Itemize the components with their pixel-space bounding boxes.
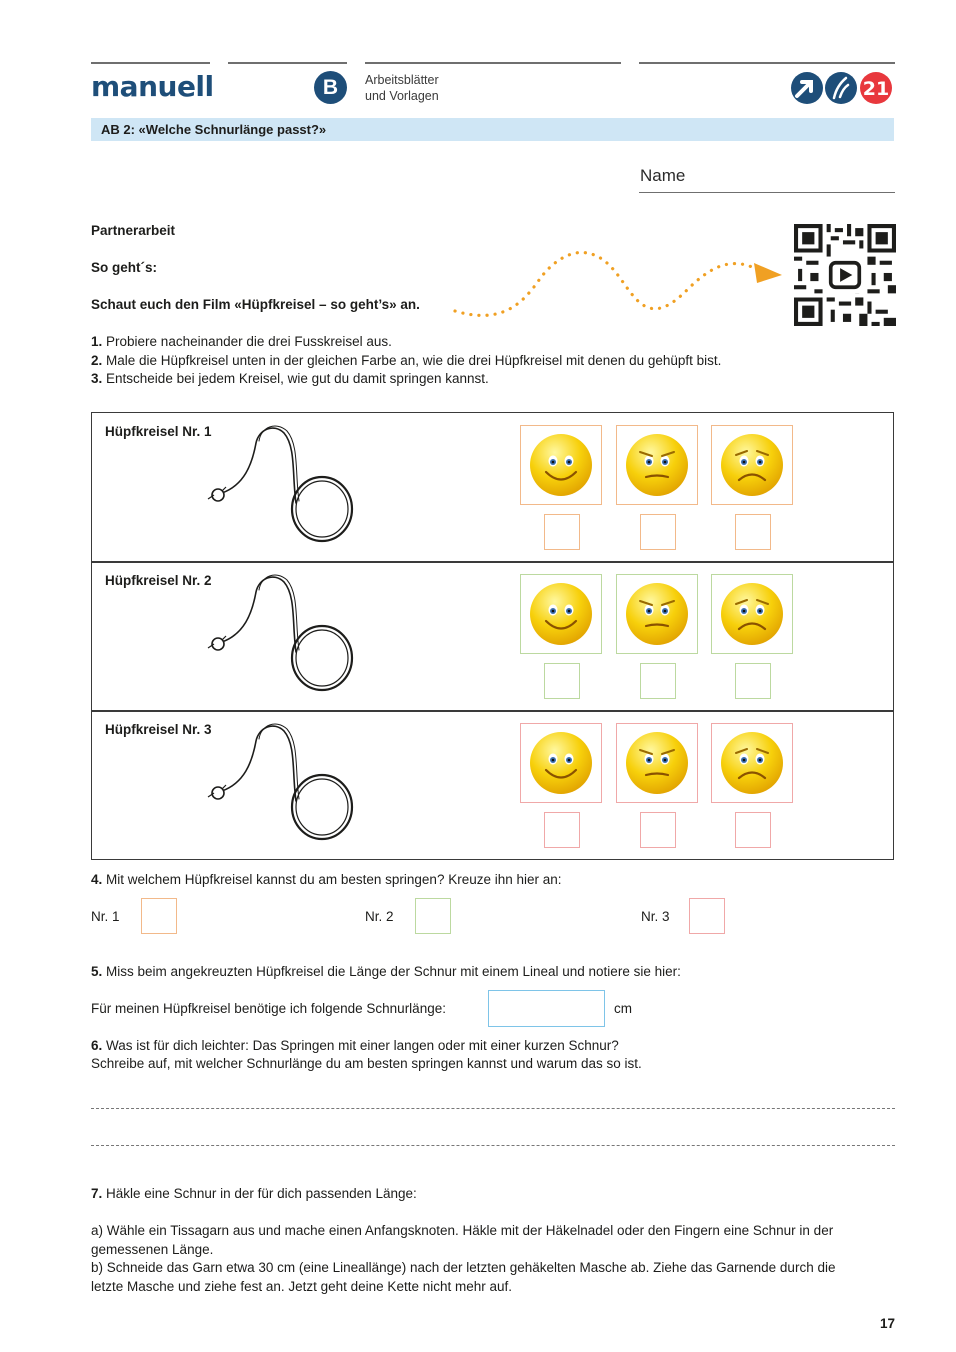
row-label-1: Hüpfkreisel Nr. 1 xyxy=(105,424,212,439)
how-to-heading: So geht´s: xyxy=(91,260,157,275)
length-unit: cm xyxy=(614,1001,632,1016)
rope-illustration-3 xyxy=(204,723,364,848)
hand-icon xyxy=(825,72,857,104)
rope-illustration-2 xyxy=(204,574,364,699)
rating-checkbox-sad[interactable] xyxy=(735,663,771,699)
header-rule xyxy=(365,62,621,64)
task-4: 4. Mit welchem Hüpfkreisel kannst du am besten springen? Kreuze ihn hier an: xyxy=(91,872,562,887)
header-rule xyxy=(639,62,895,64)
section-badge: B xyxy=(314,71,347,104)
sad-face-icon xyxy=(711,574,793,654)
choice-checkbox-1[interactable] xyxy=(141,898,177,934)
dotted-arrow-icon xyxy=(452,245,787,320)
task-7a-line1: a) Wähle ein Tissagarn aus und mache einen Anfangsknoten. Häkle mit der Häkelnadel oder den Fingern eine Schnur in der xyxy=(91,1223,834,1238)
task-7b-line2: letzte Masche und ziehe fest an. Jetzt geht deine Kette nicht mehr auf. xyxy=(91,1279,512,1294)
choice-label-3: Nr. 3 xyxy=(641,909,670,924)
task-6: 6. Was ist für dich leichter: Das Springen mit einer langen oder mit einer kurzen Schnur? xyxy=(91,1038,619,1053)
row-divider xyxy=(92,710,893,712)
task-7b-line1: b) Schneide das Garn etwa 30 cm (eine Lineallänge) nach der letzten gehäkelten Masche ab. Ziehe das Garnende durch die xyxy=(91,1260,836,1275)
task-7: 7. Häkle eine Schnur in der für dich passenden Länge: xyxy=(91,1186,417,1201)
rating-checkbox-neutral[interactable] xyxy=(640,812,676,848)
neutral-face-icon xyxy=(616,723,698,803)
row-label-3: Hüpfkreisel Nr. 3 xyxy=(105,722,212,737)
rating-checkbox-happy[interactable] xyxy=(544,663,580,699)
rating-table xyxy=(91,412,894,860)
row-divider xyxy=(92,561,893,563)
name-label: Name xyxy=(640,166,686,185)
task-7a-line2: gemessenen Länge. xyxy=(91,1242,214,1257)
work-mode: Partnerarbeit xyxy=(91,223,176,238)
rating-checkbox-happy[interactable] xyxy=(544,812,580,848)
neutral-face-icon xyxy=(616,574,698,654)
svg-text:21: 21 xyxy=(862,78,890,100)
length-input[interactable] xyxy=(488,990,605,1027)
twenty-one-badge-icon xyxy=(860,72,892,104)
header-rule xyxy=(91,62,210,64)
task-2: 2. Male die Hüpfkreisel unten in der gleichen Farbe an, wie die drei Hüpfkreisel mit denen du gehüpft bist. xyxy=(91,353,722,368)
choice-label-2: Nr. 2 xyxy=(365,909,394,924)
answer-line[interactable] xyxy=(91,1145,895,1146)
rating-checkbox-sad[interactable] xyxy=(735,812,771,848)
header-rule xyxy=(228,62,347,64)
task-1: 1. Probiere nacheinander die drei Fusskreisel aus. xyxy=(91,334,392,349)
title-bar xyxy=(91,118,894,141)
happy-face-icon xyxy=(520,425,602,505)
arrow-icon xyxy=(791,72,823,104)
row-label-2: Hüpfkreisel Nr. 2 xyxy=(105,573,212,588)
task-5: 5. Miss beim angekreuzten Hüpfkreisel die Länge der Schnur mit einem Lineal und notiere sie hier: xyxy=(91,964,681,979)
header-subtitle: Arbeitsblätter und Vorlagen xyxy=(365,73,439,103)
happy-face-icon xyxy=(520,723,602,803)
rope-illustration-1 xyxy=(204,425,364,550)
film-instruction: Schaut euch den Film «Hüpfkreisel – so geht’s» an. xyxy=(91,297,420,312)
choice-checkbox-3[interactable] xyxy=(689,898,725,934)
happy-face-icon xyxy=(520,574,602,654)
answer-line[interactable] xyxy=(91,1108,895,1109)
page-number: 17 xyxy=(879,1316,895,1331)
length-sentence: Für meinen Hüpfkreisel benötige ich folgende Schnurlänge: xyxy=(91,1001,446,1016)
rating-checkbox-neutral[interactable] xyxy=(640,663,676,699)
choice-label-1: Nr. 1 xyxy=(91,909,120,924)
rating-checkbox-neutral[interactable] xyxy=(640,514,676,550)
name-field[interactable] xyxy=(639,192,895,193)
qr-code[interactable] xyxy=(794,224,896,326)
sad-face-icon xyxy=(711,723,793,803)
neutral-face-icon xyxy=(616,425,698,505)
rating-checkbox-happy[interactable] xyxy=(544,514,580,550)
competence-icons xyxy=(790,71,896,105)
choice-checkbox-2[interactable] xyxy=(415,898,451,934)
task-6-line2: Schreibe auf, mit welcher Schnurlänge du am besten springen kannst und warum das so ist. xyxy=(91,1056,642,1071)
page-title: AB 2: «Welche Schnurlänge passt?» xyxy=(101,122,327,137)
sad-face-icon xyxy=(711,425,793,505)
logo: manuell xyxy=(91,70,214,103)
task-3: 3. Entscheide bei jedem Kreisel, wie gut du damit springen kannst. xyxy=(91,371,489,386)
rating-checkbox-sad[interactable] xyxy=(735,514,771,550)
